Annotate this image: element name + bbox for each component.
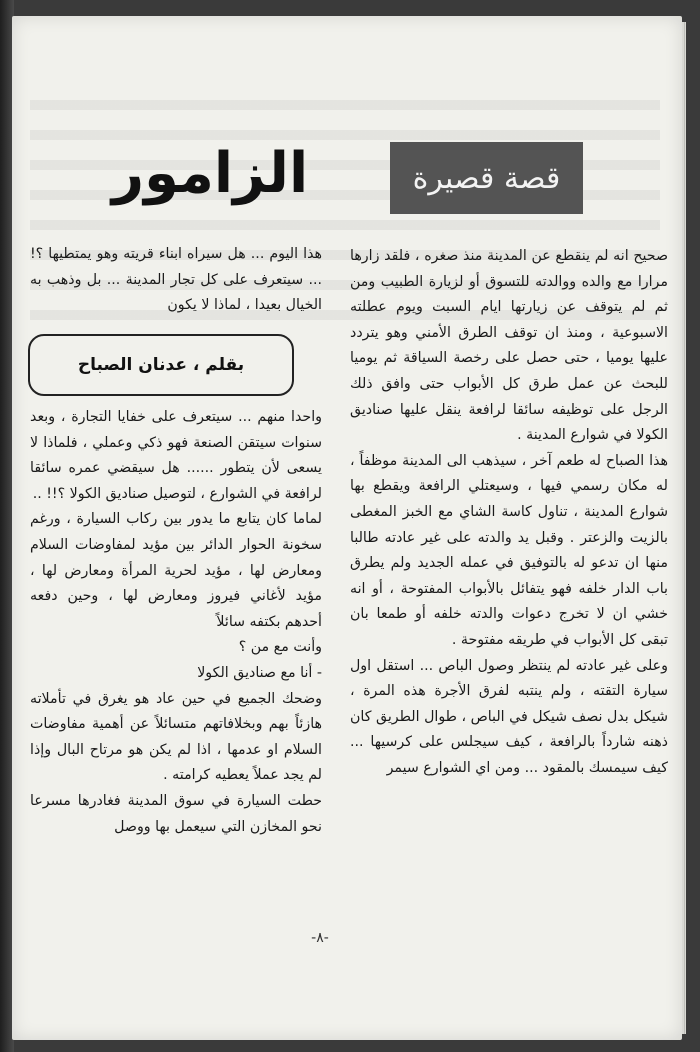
author-byline-box xyxy=(28,334,294,396)
paragraph: هذا اليوم ... هل سيراه ابناء قريته وهو يمتطيها ؟! ... سيتعرف على كل تجار المدينة ... بل وذهب به الخيال بعيدا ، لماذا لا يكون xyxy=(30,246,322,314)
paragraph: حطت السيارة في سوق المدينة فغادرها مسرعا نحو المخازن التي سيعمل بها ووصل xyxy=(30,792,322,835)
right-text-column xyxy=(350,244,668,781)
left-text-column-bottom xyxy=(30,405,322,840)
paragraph: واحدا منهم ... سيتعرف على خفايا التجارة ، وبعد سنوات سيتقن الصنعة فهو ذكي وعملي ، فلماذا لا يسعى لأن يتطور ...... هل سيقضي عمره سائقا لرافعة في الشوارع ، لتوصيل صناديق الكولا ؟!! .. xyxy=(30,409,322,502)
paragraph: صحيح انه لم ينقطع عن المدينة منذ صغره ، فلقد زارها مرارا مع والده ووالدته للتسوق أو لزيارة الطبيب ومن ثم لم يتوقف عن زيارتها ايام السبت ويوم عطلته الاسبوعية ، ومنذ ان توقف الطرق الأمني وهو يتردد عليها يوميا ، حتى حصل على رخصة السياقة ثم يوميا للبحث عن عمل طرق كل الأبواب حتى وافق ذلك الرجل على توظيفه سائقا لرافعة ينقل عليها صناديق الكولا في شوارع المدينة . xyxy=(350,248,668,444)
page-number: -٨- xyxy=(311,930,329,946)
paragraph: هذا الصباح له طعم آخر ، سيذهب الى المدينة موظفاً ، له مكان رسمي فيها ، وسيعتلي الرافعة ويقطع بها شوارع المدينة ، تناول كاسة الشاي مع الخبز المغطى بالزيت والزعتر . وقبل يد والدته على غير عادته طالبا منها ان تدعو له بالتوفيق في عمله الجديد ولم يطرق باب الدار خلفه فهو يتفائل بالأبواب المفتوحة ، أو انه خشي ان لا تخرج دعوات والدته خلفه أو طمعا بان تبقى كل الأبواب في طريقه مفتوحة . xyxy=(350,452,668,648)
paragraph: - أنا مع صناديق الكولا xyxy=(197,664,322,681)
section-label-banner xyxy=(390,142,583,214)
section-label: قصة قصيرة xyxy=(412,160,561,196)
author-byline: بقلم ، عدنان الصباح xyxy=(77,355,245,375)
paragraph: وضحك الجميع في حين عاد هو يغرق في تأملاته هازئاً بهم وبخلافاتهم متسائلاً عن أهمية مفاوضات السلام او عدمها ، اذا لم يكن هو مرتاح البال وإذا لم يجد عملاً يعطيه كرامته . xyxy=(30,690,322,784)
paragraph: لماما كان يتابع ما يدور بين ركاب السيارة ، ورغم سخونة الحوار الدائر بين مؤيد لمفاوضات السلام ومعارض لها ، مؤيد لحرية المرأة ومعارض لها ، مؤيد لأغاني فيروز ومعارض لها ، وحين دفعه أحدهم بكتفه سائلاً xyxy=(30,511,322,630)
paragraph: وأنت مع من ؟ xyxy=(238,639,322,656)
left-text-column-top xyxy=(30,242,322,319)
paragraph: وعلى غير عادته لم ينتظر وصول الباص ... استقل اول سيارة التقته ، ولم ينتبه لفرق الأجرة هذه المرة ، شيكل بدل نصف شيكل في الباص ، طوال الطريق كان ذهنه شارداً بالرافعة ، كيف سيجلس على كرسيها ... كيف سيمسك بالمقود ... ومن اي الشوارع سيمر xyxy=(350,657,668,776)
story-title: الزامور xyxy=(111,140,309,206)
